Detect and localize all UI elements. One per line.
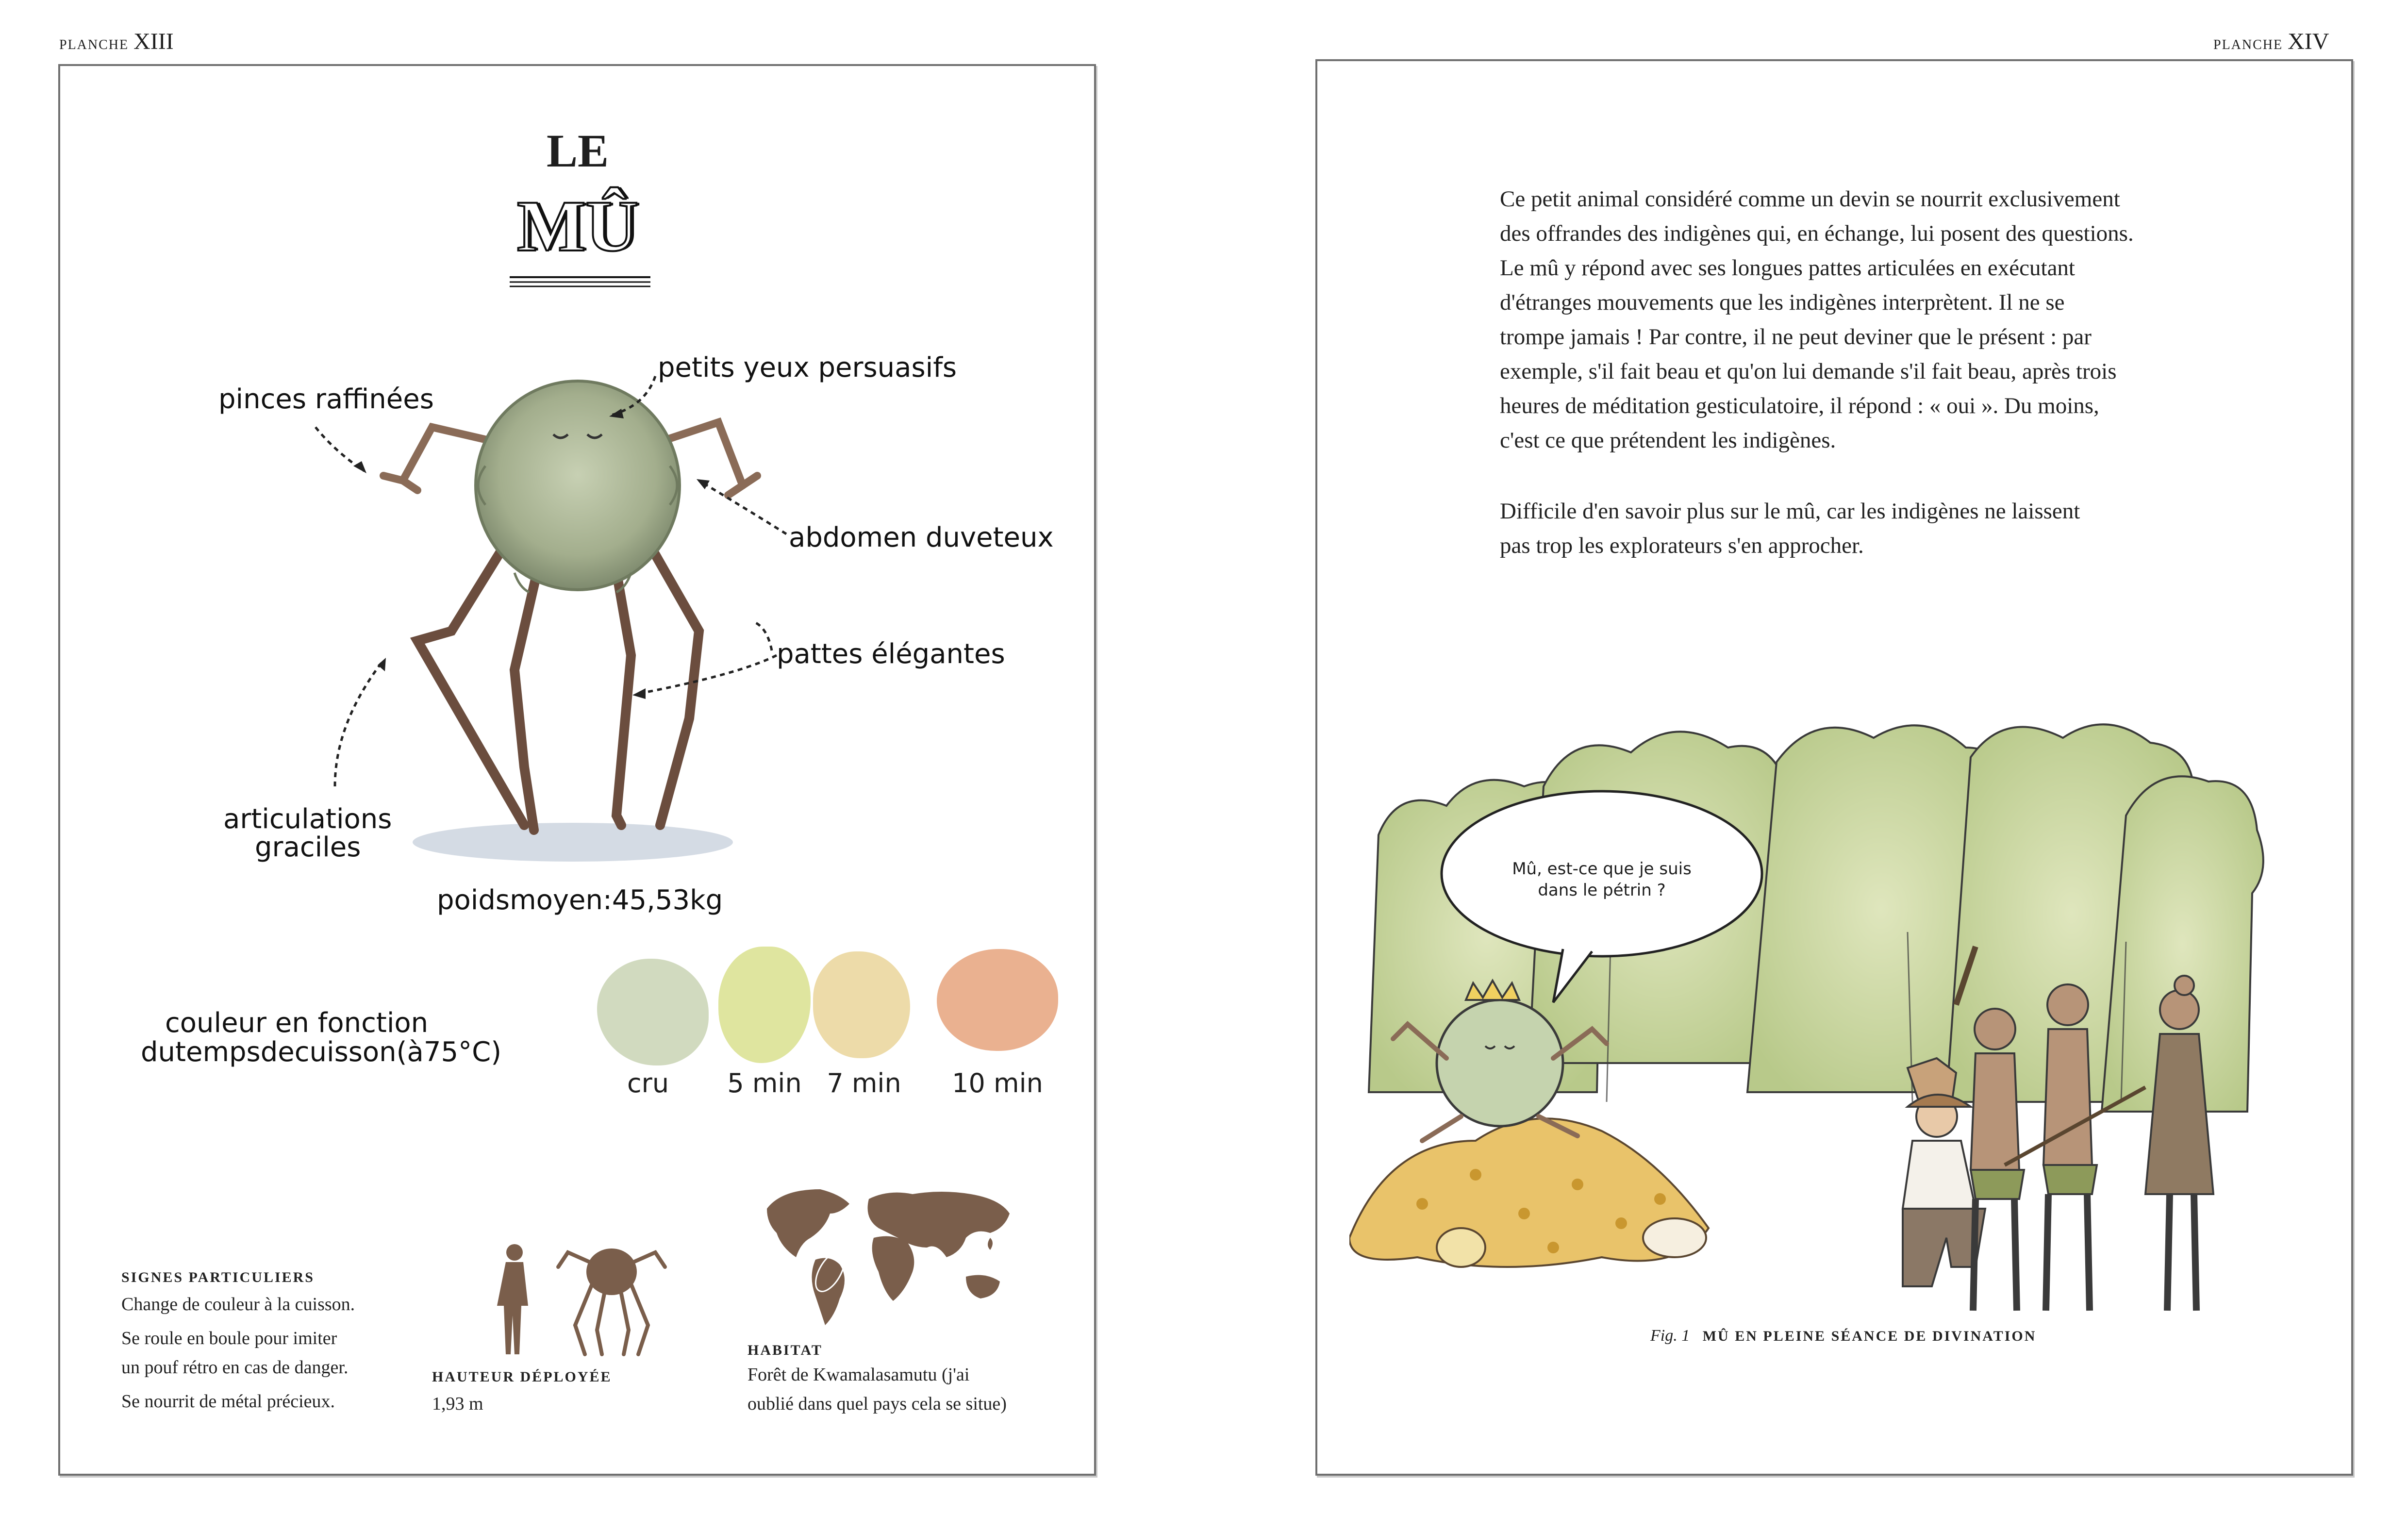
swatch-label: 10 min xyxy=(952,1068,1043,1098)
label-poids: poidsmoyen:45,53kg xyxy=(437,884,723,916)
figure-number: Fig. 1 xyxy=(1650,1327,1690,1345)
figure-caption xyxy=(1650,1327,2036,1345)
annotation-arrows xyxy=(0,0,1116,971)
color-scale-title-1: couleur en fonction xyxy=(165,1007,429,1039)
swatch-label: 5 min xyxy=(727,1068,802,1098)
swatch-label: cru xyxy=(627,1068,669,1098)
habitat-line: oublié dans quel pays cela se situe) xyxy=(747,1394,1007,1414)
body-paragraph-2 xyxy=(1500,494,2228,563)
body-paragraph-1 xyxy=(1500,182,2228,458)
signes-heading: SIGNES PARTICULIERS xyxy=(121,1269,315,1285)
body-line: Ce petit animal considéré comme un devin se nourrit exclusivement xyxy=(1500,186,2120,212)
label-articulations-2: graciles xyxy=(255,832,361,863)
swatch-label: 7 min xyxy=(827,1068,901,1098)
hauteur-heading: HAUTEUR DÉPLOYÉE xyxy=(432,1369,612,1385)
color-scale-title-2: dutempsdecuisson(à75°C) xyxy=(141,1036,502,1068)
page-title-name: MÛ xyxy=(517,186,638,266)
body-line: Difficile d'en savoir plus sur le mû, car les indigènes ne laissent xyxy=(1500,499,2080,524)
height-comparison-illustration xyxy=(485,1233,689,1359)
signes-line: Se nourrit de métal précieux. xyxy=(121,1391,335,1412)
color-swatch xyxy=(937,949,1058,1051)
body-line: c'est ce que prétendent les indigènes. xyxy=(1500,428,1836,453)
body-line: d'étranges mouvements que les indigènes interprètent. Il ne se xyxy=(1500,290,2065,315)
speech-bubble-line: Mû, est-ce que je suis xyxy=(1512,859,1692,879)
habitat-heading: HABITAT xyxy=(747,1342,823,1358)
planche-header-right: planche XIV xyxy=(2213,29,2329,54)
habitat-line: Forêt de Kwamalasamutu (j'ai xyxy=(747,1365,970,1385)
body-line: des offrandes des indigènes qui, en échange, lui posent des questions. xyxy=(1500,221,2134,246)
signes-line: Change de couleur à la cuisson. xyxy=(121,1294,355,1315)
body-line: heures de méditation gesticulatoire, il répond : « oui ». Du moins, xyxy=(1500,393,2099,418)
label-abdomen: abdomen duveteux xyxy=(789,522,1054,553)
label-pinces: pinces raffinées xyxy=(218,383,434,415)
divination-scene-illustration xyxy=(1349,689,2310,1320)
label-yeux: petits yeux persuasifs xyxy=(658,352,957,383)
hauteur-value: 1,93 m xyxy=(432,1394,483,1414)
figure-caption-text: MÛ EN PLEINE SÉANCE DE DIVINATION xyxy=(1702,1328,2037,1344)
signes-line: un pouf rétro en cas de danger. xyxy=(121,1357,349,1378)
signes-line: Se roule en boule pour imiter xyxy=(121,1328,337,1348)
body-line: Le mû y répond avec ses longues pattes articulées en exécutant xyxy=(1500,255,2075,281)
label-pattes: pattes élégantes xyxy=(777,638,1005,670)
body-line: exemple, s'il fait beau et qu'on lui demande s'il fait beau, après trois xyxy=(1500,359,2117,384)
color-swatch xyxy=(813,951,910,1058)
page-title-article: LE xyxy=(546,125,609,177)
label-articulations-1: articulations xyxy=(223,803,392,835)
planche-header-left: planche XIII xyxy=(59,29,174,54)
speech-bubble-line: dans le pétrin ? xyxy=(1538,881,1666,900)
body-line: pas trop les explorateurs s'en approcher. xyxy=(1500,533,1864,558)
world-map-icon xyxy=(757,1180,1029,1325)
body-line: trompe jamais ! Par contre, il ne peut deviner que le présent : par xyxy=(1500,324,2092,349)
